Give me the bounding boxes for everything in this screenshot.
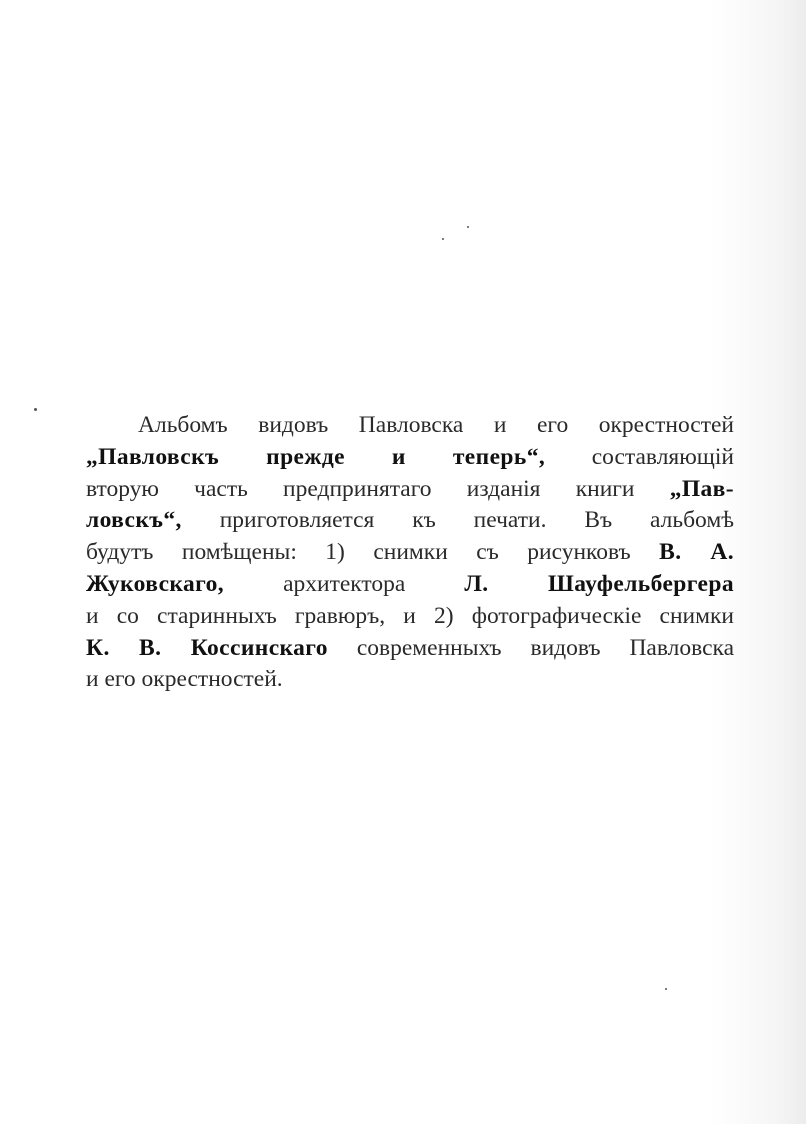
- bold-architect-name: Л. Шауфельбергера: [464, 570, 734, 597]
- paragraph-line: [86, 505, 734, 537]
- bold-photographer-name: К. В. Коссинскаго: [86, 634, 328, 661]
- paragraph-line: [86, 569, 734, 601]
- line-text: современныхъ видовъ Павловска: [327, 634, 735, 661]
- line-text: составляющій: [545, 443, 734, 470]
- bold-book-title: „Пав-: [669, 475, 734, 502]
- paragraph-line: [86, 410, 734, 442]
- paragraph-line: [86, 537, 734, 569]
- line-text: вторую часть предпринятаго изданія книги: [86, 475, 670, 502]
- bold-author-name: В. А.: [659, 539, 734, 566]
- line-text: будутъ помѣщены: 1) снимки съ рисунковъ: [86, 539, 660, 566]
- bold-album-title: „Павловскъ прежде и теперь“,: [86, 443, 546, 470]
- bold-author-name: Жуковскаго,: [86, 570, 225, 597]
- line-text: архитектора: [224, 570, 465, 597]
- paragraph-line: [86, 474, 734, 506]
- bold-book-title: ловскъ“,: [86, 507, 182, 534]
- line-text: и со старинныхъ гравюръ, и 2) фотографическіе снимки: [86, 602, 734, 629]
- line-text: и его окрестностей.: [86, 666, 283, 693]
- announcement-paragraph: [86, 410, 734, 696]
- paragraph-line: [86, 633, 734, 665]
- scan-speck: [442, 238, 444, 240]
- scan-speck: [467, 226, 469, 228]
- paragraph-line: [86, 664, 734, 696]
- paragraph-line: [86, 601, 734, 633]
- paragraph-line: [86, 442, 734, 474]
- scan-speck: [34, 408, 37, 411]
- scan-speck: [665, 988, 667, 990]
- line-text: приготовляется къ печати. Въ альбомѣ: [181, 507, 734, 534]
- line-text: Альбомъ видовъ Павловска и его окрестностей: [138, 412, 734, 438]
